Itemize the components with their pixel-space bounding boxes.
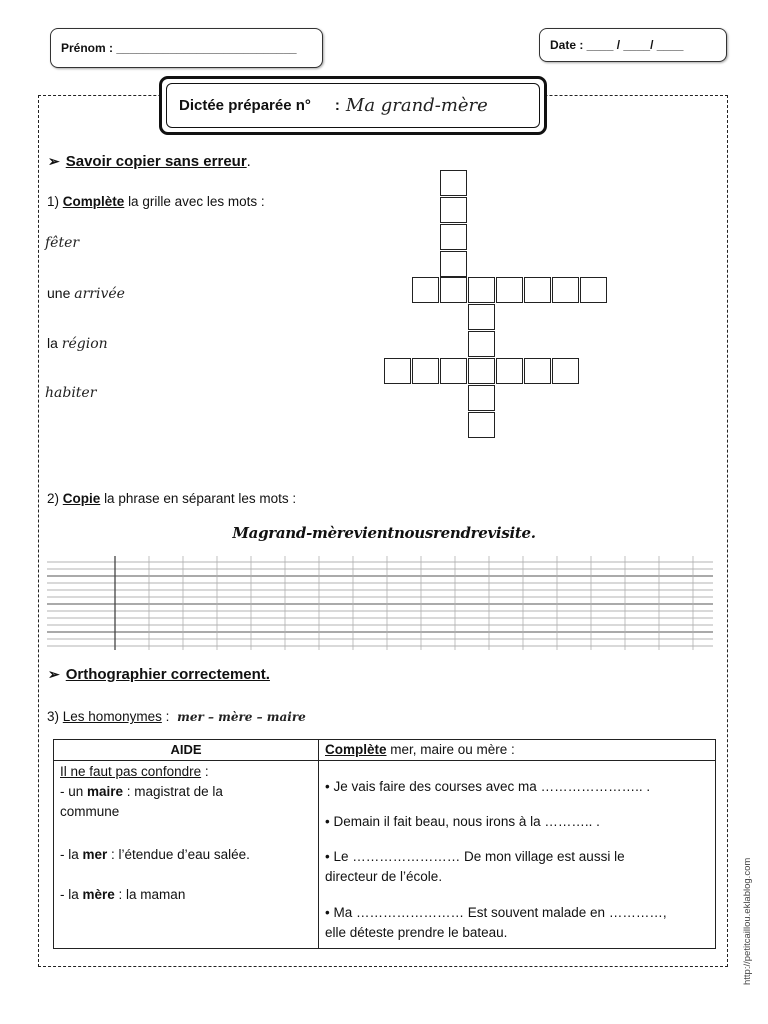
fill-sentence-continued: elle déteste prendre le bateau.	[325, 925, 508, 940]
crossword-cell[interactable]	[552, 277, 579, 303]
aide-intro: Il ne faut pas confondre :	[60, 764, 209, 779]
date-label: Date : ____ / ____/ ____	[550, 38, 684, 52]
fill-sentence[interactable]: • Demain il fait beau, nous irons à la ……….. .	[325, 814, 600, 829]
crossword-cell[interactable]	[468, 385, 495, 411]
aide-column	[54, 740, 319, 948]
homonym-table	[53, 739, 716, 949]
title-label: Dictée préparée n°	[179, 97, 311, 114]
title-colon: :	[334, 97, 340, 114]
crossword-cell[interactable]	[412, 277, 439, 303]
sentence-to-copy: Magrand-mèrevientnousrendrevisite.	[232, 524, 536, 542]
crossword-cell[interactable]	[440, 197, 467, 223]
crossword-cell[interactable]	[496, 358, 523, 384]
crossword-cell[interactable]	[468, 331, 495, 357]
word-item: fêter	[45, 235, 80, 251]
crossword-cell[interactable]	[440, 224, 467, 250]
prenom-label: Prénom : ___________________________	[61, 41, 297, 55]
section-heading-spelling	[48, 666, 270, 683]
crossword-cell[interactable]	[468, 277, 495, 303]
word-item: habiter	[45, 385, 97, 401]
word-item: la région	[47, 335, 108, 352]
fill-sentence[interactable]: • Ma …………………… Est souvent malade en …………,	[325, 905, 667, 920]
crossword-cell[interactable]	[524, 277, 551, 303]
date-field[interactable]	[539, 28, 727, 62]
crossword-cell[interactable]	[412, 358, 439, 384]
exercise1-instruction: 1) Complète la grille avec les mots :	[47, 194, 265, 209]
crossword-cell[interactable]	[468, 358, 495, 384]
crossword-cell[interactable]	[440, 170, 467, 196]
arrow-icon: ➢	[48, 153, 60, 169]
aide-line: - un maire : magistrat de la	[60, 784, 223, 799]
aide-line: - la mer : l’étendue d’eau salée.	[60, 847, 250, 862]
fill-sentence[interactable]: • Je vais faire des courses avec ma ………………….. .	[325, 779, 651, 794]
section-title: Orthographier correctement.	[65, 666, 270, 683]
crossword-cell[interactable]	[496, 277, 523, 303]
aide-line: - la mère : la maman	[60, 887, 186, 902]
word-item: une arrivée	[47, 285, 125, 302]
crossword-cell[interactable]	[468, 412, 495, 438]
crossword-cell[interactable]	[552, 358, 579, 384]
prenom-field[interactable]	[50, 28, 323, 68]
exercise2-instruction: 2) Copie la phrase en séparant les mots :	[47, 491, 297, 506]
section-heading-copy: ➢ Savoir copier sans erreur .	[48, 153, 251, 170]
crossword-cell[interactable]	[440, 251, 467, 277]
aide-line: commune	[60, 804, 120, 819]
crossword-cell[interactable]	[440, 358, 467, 384]
crossword-cell[interactable]	[384, 358, 411, 384]
source-url: http://petitcaillou.eklablog.com	[742, 857, 753, 985]
section-title: Savoir copier sans erreur	[65, 153, 247, 170]
crossword-cell[interactable]	[580, 277, 607, 303]
aide-header: AIDE	[54, 740, 318, 761]
writing-lines[interactable]	[47, 556, 713, 650]
arrow-icon: ➢	[48, 666, 60, 682]
crossword-cell[interactable]	[468, 304, 495, 330]
title-box	[159, 76, 547, 135]
fill-sentence[interactable]: • Le …………………… De mon village est aussi le	[325, 849, 625, 864]
exercise-header: Complète mer, maire ou mère :	[325, 742, 515, 757]
exercise3-instruction: 3) Les homonymes : mer – mère – maire	[47, 709, 306, 724]
title-subject: Ma grand-mère	[345, 95, 488, 116]
crossword-cell[interactable]	[440, 277, 467, 303]
crossword-cell[interactable]	[524, 358, 551, 384]
fill-sentence-continued: directeur de l’école.	[325, 869, 443, 884]
